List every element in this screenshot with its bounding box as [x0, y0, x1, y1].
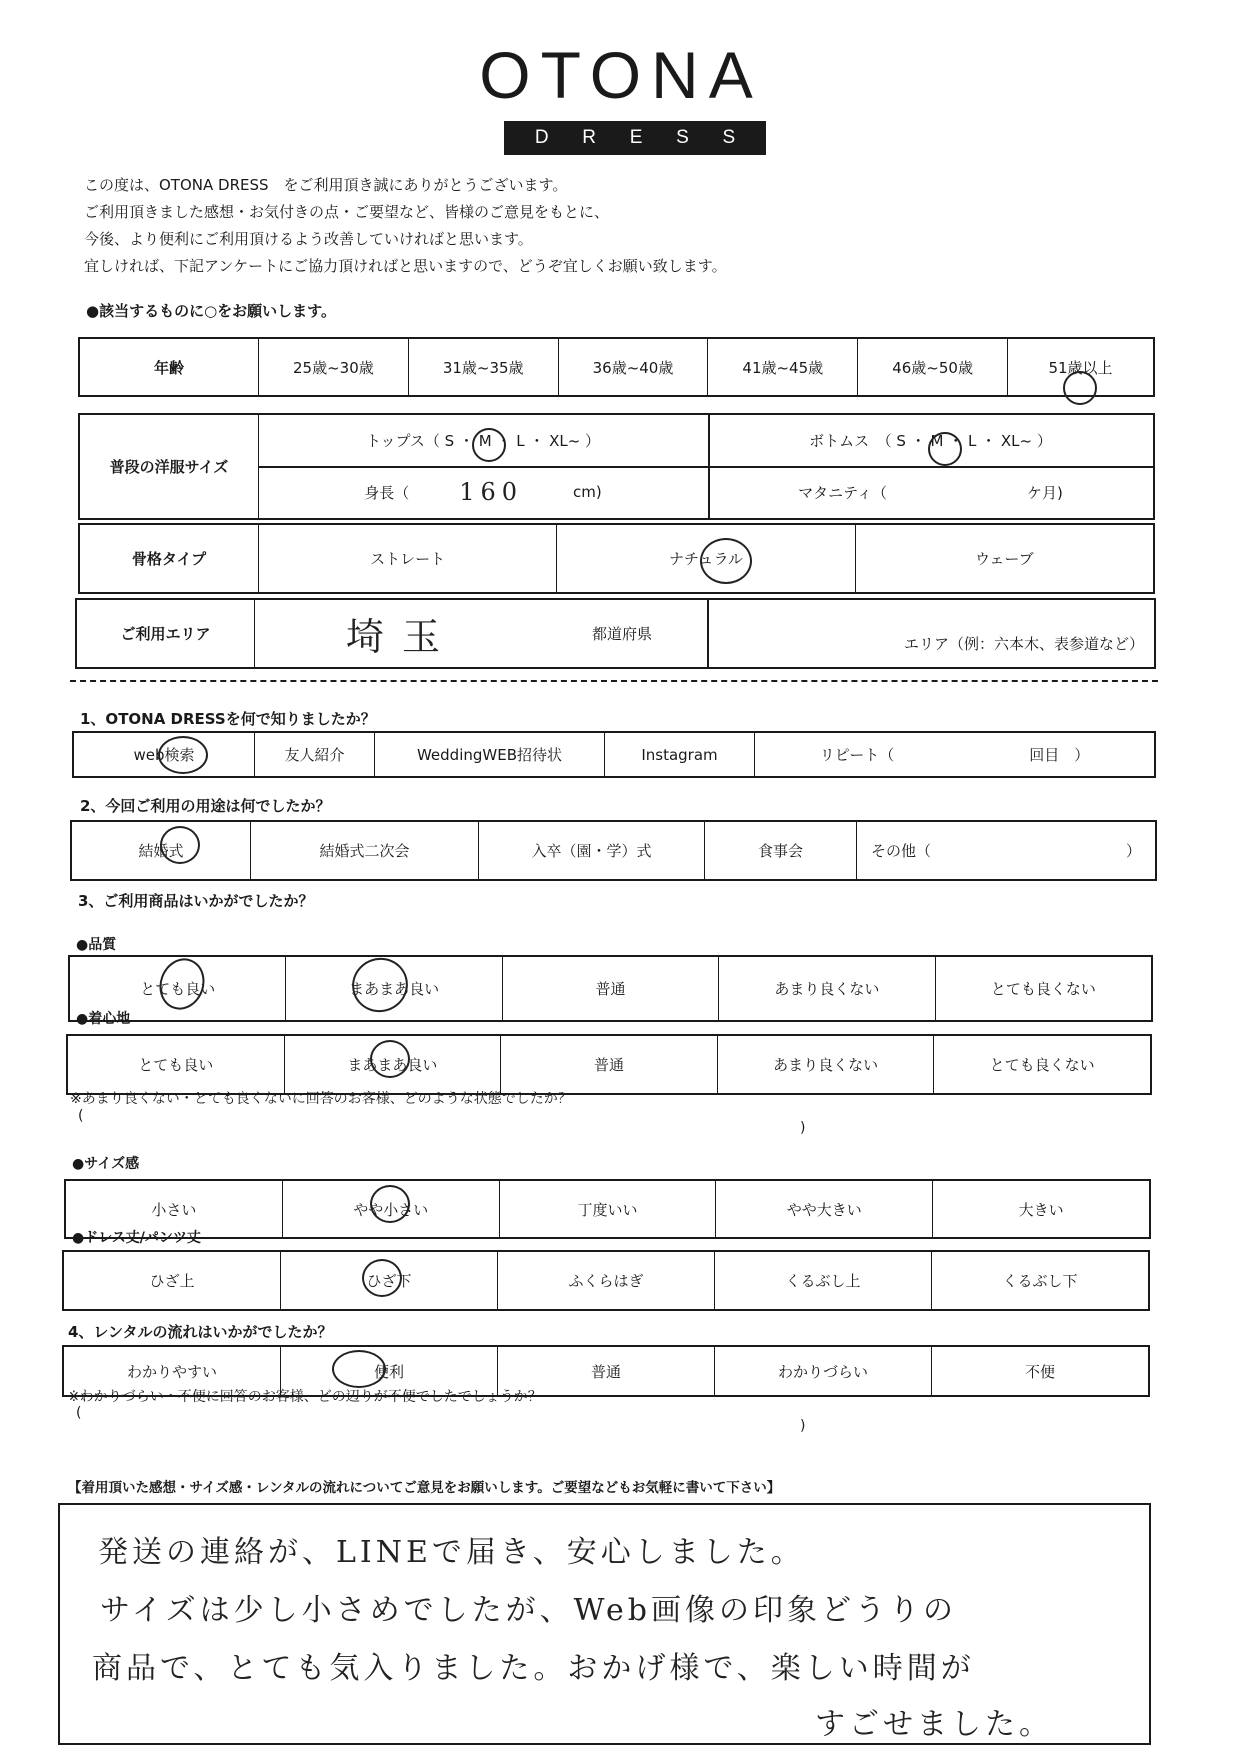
- q2-option[interactable]: 結婚式二次会: [250, 822, 478, 879]
- area-row: [75, 598, 1156, 669]
- logo-letter: D: [534, 127, 549, 148]
- logo-letter: S: [676, 127, 689, 148]
- q4-title: 4、レンタルの流れはいかがでしたか？: [68, 1323, 333, 1341]
- age-option[interactable]: 25歳~30歳: [258, 339, 408, 395]
- q1-option[interactable]: 友人紹介: [254, 733, 374, 776]
- q4-option[interactable]: 不便: [931, 1347, 1148, 1395]
- area-example[interactable]: エリア（例：六本木、表参道など）: [903, 635, 1144, 653]
- comment-line: 発送の連絡が、LINEで届き、安心しました。: [98, 1535, 805, 1570]
- comfort-label: ●着心地: [76, 1011, 131, 1027]
- size-feel-option[interactable]: 大きい: [932, 1181, 1149, 1237]
- paren-open: (: [78, 1108, 84, 1124]
- height-unit: cm): [573, 483, 602, 501]
- q1-option[interactable]: Instagram: [604, 733, 754, 776]
- clothing-size-label: 普段の洋服サイズ: [80, 415, 259, 518]
- quality-option[interactable]: とても良い: [140, 980, 216, 998]
- logo-letter: R: [582, 127, 596, 148]
- section-header: ●該当するものに○をお願いします。: [86, 302, 336, 320]
- q1-option[interactable]: リピート（ 回目 ）: [754, 733, 1154, 776]
- maternity-label: マタニティ（: [798, 483, 887, 502]
- q4-option[interactable]: 普通: [497, 1347, 714, 1395]
- maternity-unit: ケ月): [1026, 483, 1063, 502]
- prefecture-label: 都道府県: [591, 625, 652, 643]
- comment-textarea[interactable]: [58, 1503, 1151, 1745]
- clothing-size-grid: [78, 413, 1155, 520]
- frame-option[interactable]: ストレート: [258, 525, 556, 592]
- comfort-option[interactable]: あまり良くない: [717, 1036, 934, 1093]
- frame-type-row: [78, 523, 1155, 594]
- comfort-option[interactable]: とても良い: [138, 1056, 214, 1074]
- intro-line: この度は、OTONA DRESS をご利用頂き誠にありがとうございます。: [84, 176, 568, 194]
- q2-option[interactable]: 食事会: [704, 822, 856, 879]
- q4-option[interactable]: 便利: [280, 1347, 497, 1395]
- area-label: ご利用エリア: [77, 600, 255, 667]
- intro-line: 今後、より便利にご利用頂けるよう改善していければと思います。: [84, 230, 533, 248]
- length-option[interactable]: くるぶし下: [931, 1252, 1148, 1309]
- comfort-option[interactable]: まあまあ良い: [284, 1036, 501, 1093]
- q4-option[interactable]: わかりやすい: [126, 1362, 217, 1381]
- comfort-options: [66, 1034, 1152, 1095]
- comfort-option[interactable]: とても良くない: [933, 1036, 1150, 1093]
- comfort-note: ※あまり良くない・とても良くないに回答のお客様、どのような状態でしたか？: [70, 1091, 572, 1107]
- age-label: 年齢: [153, 358, 184, 377]
- bottoms-size[interactable]: ボトムス （ S ・ M ・ L ・ XL~ ）: [809, 432, 1052, 450]
- age-option[interactable]: 41歳~45歳: [707, 339, 857, 395]
- q2-option[interactable]: その他（ ）: [856, 822, 1155, 879]
- age-option[interactable]: 31歳~35歳: [408, 339, 558, 395]
- size-feel-label: ●サイズ感: [72, 1156, 140, 1172]
- comfort-option[interactable]: 普通: [500, 1036, 717, 1093]
- prefecture-value[interactable]: 埼玉: [345, 615, 458, 659]
- size-feel-option[interactable]: 小さい: [151, 1200, 197, 1219]
- q1-option[interactable]: web検索: [133, 746, 195, 764]
- logo-letter: E: [629, 127, 643, 148]
- brand-logo-sub: [504, 121, 766, 155]
- quality-option[interactable]: とても良くない: [935, 957, 1151, 1020]
- tops-size[interactable]: トップス（ S ・ M ・ L ・ XL~ ）: [365, 432, 601, 450]
- comment-line: 商品で、とても気入りました。おかげ様で、楽しい時間が: [92, 1651, 975, 1686]
- q1-option[interactable]: WeddingWEB招待状: [374, 733, 604, 776]
- age-row: [78, 337, 1155, 397]
- q1-options: [72, 731, 1156, 778]
- length-option[interactable]: ひざ下: [280, 1252, 497, 1309]
- quality-options: [68, 955, 1153, 1022]
- q2-options: [70, 820, 1157, 881]
- paren-close: ): [800, 1120, 806, 1136]
- paren-close: ): [800, 1418, 806, 1434]
- size-feel-option[interactable]: やや大きい: [715, 1181, 932, 1237]
- size-feel-option[interactable]: 丁度いい: [499, 1181, 716, 1237]
- frame-type-label: 骨格タイプ: [131, 550, 207, 568]
- logo-letter: S: [722, 127, 736, 148]
- length-option[interactable]: ふくらはぎ: [497, 1252, 714, 1309]
- height-value: 160: [459, 478, 524, 506]
- paren-open: (: [76, 1405, 82, 1421]
- comment-line: サイズは少し小さめでしたが、Web画像の印象どうりの: [100, 1593, 957, 1628]
- q1-title: 1、OTONA DRESSを何で知りましたか？: [80, 710, 376, 728]
- quality-option[interactable]: まあまあ良い: [285, 957, 501, 1020]
- age-option[interactable]: 36歳~40歳: [558, 339, 708, 395]
- frame-option[interactable]: ウェーブ: [855, 525, 1153, 592]
- frame-option[interactable]: ナチュラル: [556, 525, 854, 592]
- intro-line: 宜しければ、下記アンケートにご協力頂ければと思いますので、どうぞ宜しくお願い致します。: [84, 257, 727, 275]
- height-field[interactable]: [258, 466, 708, 518]
- q2-option[interactable]: 結婚式: [138, 842, 184, 860]
- maternity-field[interactable]: [708, 466, 1153, 518]
- length-option[interactable]: くるぶし上: [714, 1252, 931, 1309]
- quality-option[interactable]: あまり良くない: [718, 957, 934, 1020]
- age-option[interactable]: 51歳以上: [1007, 339, 1153, 395]
- comment-line: すごせました。: [815, 1707, 1053, 1742]
- intro-line: ご利用頂きました感想・お気付きの点・ご要望など、皆様のご意見をもとに、: [84, 203, 610, 221]
- q3-title: 3、ご利用商品はいかがでしたか？: [78, 892, 314, 910]
- q2-option[interactable]: 入卒（園・学）式: [478, 822, 704, 879]
- length-options: [62, 1250, 1150, 1311]
- quality-label: ●品質: [76, 937, 117, 953]
- intro-text: [84, 172, 727, 280]
- brand-logo: OTONA: [479, 38, 763, 112]
- dashed-separator: [70, 680, 1158, 682]
- quality-option[interactable]: 普通: [502, 957, 718, 1020]
- length-label: ●ドレス丈/パンツ丈: [72, 1230, 201, 1246]
- q2-title: 2、今回ご利用の用途は何でしたか？: [80, 797, 331, 815]
- height-label: 身長（: [364, 483, 410, 502]
- size-feel-options: [64, 1179, 1151, 1239]
- q4-note: ※わかりづらい・不便に回答のお客様、どの辺りが不便でしたでしょうか？: [68, 1389, 542, 1405]
- q4-option[interactable]: わかりづらい: [714, 1347, 931, 1395]
- size-feel-option[interactable]: やや小さい: [282, 1181, 499, 1237]
- length-option[interactable]: ひざ上: [149, 1272, 195, 1290]
- age-option[interactable]: 46歳~50歳: [857, 339, 1007, 395]
- comment-header: 【着用頂いた感想・サイズ感・レンタルの流れについてご意見をお願いします。ご要望などもお気軽に書いて下さい】: [68, 1480, 781, 1496]
